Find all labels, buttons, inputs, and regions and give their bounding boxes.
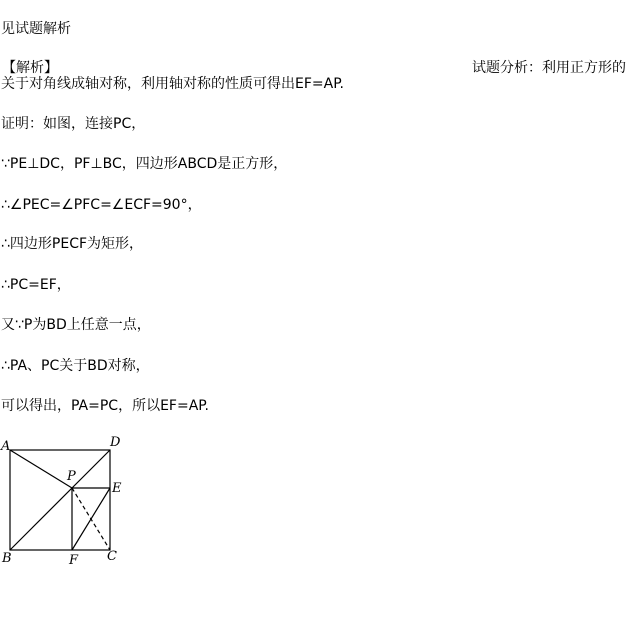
page-title: 见试题解析: [1, 21, 71, 37]
proof-line: ∴∠PEC=∠PFC=∠ECF=90°，: [1, 197, 202, 213]
proof-line: ∴四边形PECF为矩形，: [1, 236, 144, 252]
label-f: F: [69, 553, 79, 568]
proof-line: ∴PC=EF，: [1, 277, 71, 293]
segment-ap: [10, 450, 72, 488]
analysis-label: 试题分析：利用正方形的: [472, 60, 626, 76]
proof-line: ∵PE⊥DC，PF⊥BC，四边形ABCD是正方形，: [1, 156, 288, 172]
label-d: D: [110, 435, 121, 450]
label-a: A: [1, 439, 11, 454]
geometry-figure: [0, 430, 140, 575]
label-c: C: [107, 549, 117, 564]
label-p: P: [67, 469, 76, 484]
analysis-tag: 【解析】: [2, 60, 58, 76]
label-e: E: [112, 481, 122, 496]
proof-line: ∴PA、PC关于BD对称，: [1, 358, 150, 374]
proof-line: 可以得出，PA=PC，所以EF=AP.: [1, 398, 209, 414]
proof-line: 又∵P为BD上任意一点，: [1, 317, 151, 333]
proof-line: 证明：如图，连接PC，: [1, 116, 146, 132]
diagonal-bd: [10, 450, 110, 550]
analysis-text: 关于对角线成轴对称，利用轴对称的性质可得出EF=AP.: [1, 76, 344, 92]
label-b: B: [2, 551, 12, 566]
